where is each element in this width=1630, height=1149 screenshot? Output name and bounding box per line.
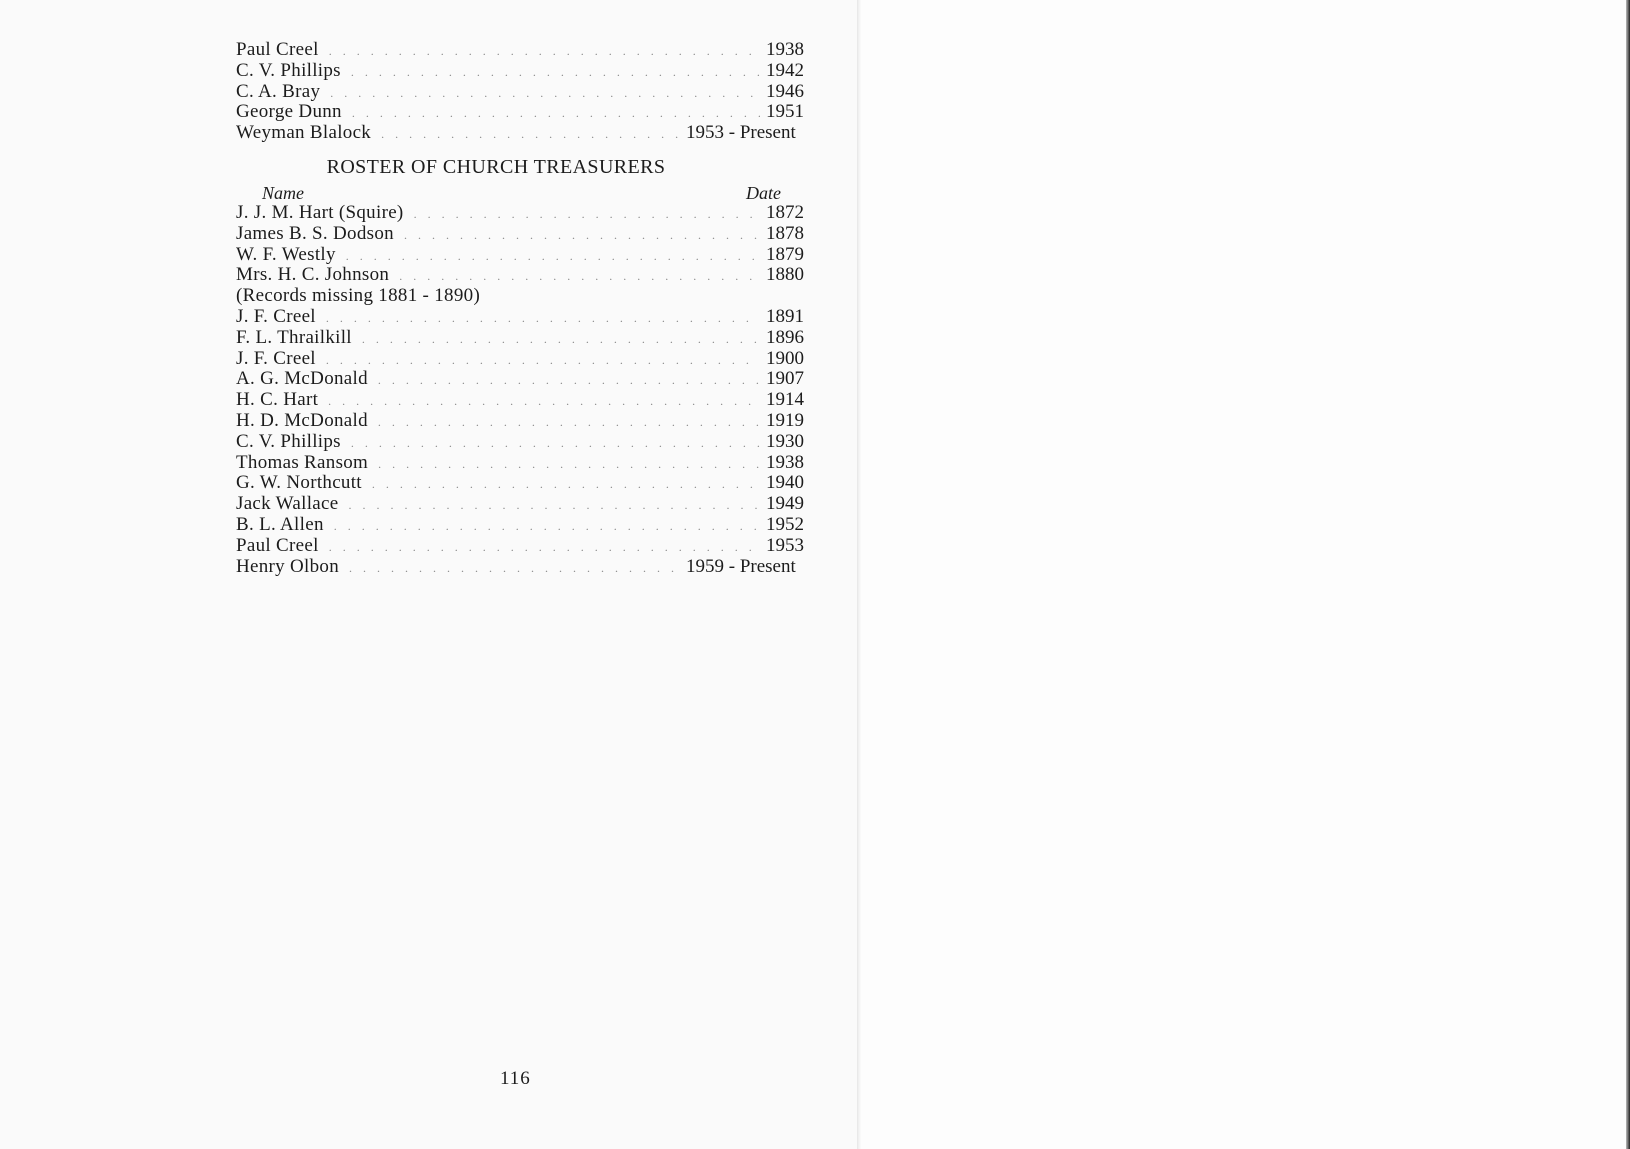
list-item bbox=[236, 390, 816, 411]
entry-name: Jack Wallace bbox=[236, 493, 339, 515]
list-item bbox=[236, 265, 816, 286]
entry-name: A. G. McDonald bbox=[236, 368, 368, 390]
entry-date: 1907 bbox=[766, 368, 804, 390]
entry-name: C. V. Phillips bbox=[236, 430, 341, 452]
entry-date: 1959 - Present bbox=[686, 555, 796, 577]
list-item bbox=[236, 123, 816, 144]
list-item bbox=[236, 411, 816, 432]
dot-leader bbox=[352, 103, 760, 124]
list-item bbox=[236, 224, 816, 245]
name-column-header: Name bbox=[262, 182, 304, 203]
scan-edge-shadow bbox=[1626, 0, 1630, 1149]
entry-date: 1938 bbox=[766, 451, 804, 473]
records-missing-note bbox=[236, 286, 816, 307]
entry-date: 1952 bbox=[766, 513, 804, 535]
entry-name: James B. S. Dodson bbox=[236, 222, 394, 244]
list-item bbox=[236, 494, 816, 515]
dot-leader bbox=[378, 412, 760, 433]
entry-date: 1891 bbox=[766, 305, 804, 327]
dot-leader bbox=[334, 516, 760, 537]
dot-leader bbox=[378, 370, 760, 391]
list-item bbox=[236, 349, 816, 370]
dot-leader bbox=[372, 474, 760, 495]
entry-name: Paul Creel bbox=[236, 39, 319, 60]
page-content bbox=[236, 40, 816, 577]
list-item bbox=[236, 307, 816, 328]
entry-date: 1880 bbox=[766, 264, 804, 286]
entry-date: 1940 bbox=[766, 472, 804, 494]
entry-name: B. L. Allen bbox=[236, 513, 324, 535]
entry-date: 1879 bbox=[766, 243, 804, 265]
dot-leader bbox=[326, 308, 760, 329]
entry-date: 1949 bbox=[766, 493, 804, 515]
list-item bbox=[236, 61, 816, 82]
dot-leader bbox=[404, 225, 760, 246]
entry-name: Mrs. H. C. Johnson bbox=[236, 264, 390, 286]
list-item bbox=[236, 328, 816, 349]
entry-name: Paul Creel bbox=[236, 534, 319, 556]
dot-leader bbox=[326, 350, 760, 371]
list-item bbox=[236, 40, 816, 61]
date-column-header: Date bbox=[746, 182, 781, 203]
list-item bbox=[236, 453, 816, 474]
entry-name: H. C. Hart bbox=[236, 389, 319, 411]
list-item bbox=[236, 245, 816, 266]
dot-leader bbox=[362, 329, 760, 350]
dot-leader bbox=[399, 266, 760, 287]
list-item bbox=[236, 203, 816, 224]
entry-name: J. J. M. Hart (Squire) bbox=[236, 201, 404, 223]
entry-name: W. F. Westly bbox=[236, 243, 336, 265]
right-page-blank bbox=[861, 0, 1630, 1149]
entry-date: 1938 bbox=[766, 39, 804, 60]
dot-leader bbox=[381, 124, 680, 145]
entry-date: 1900 bbox=[766, 347, 804, 369]
entry-date: 1942 bbox=[766, 59, 804, 81]
list-item bbox=[236, 369, 816, 390]
top-roster-list bbox=[236, 40, 816, 144]
entry-date: 1919 bbox=[766, 409, 804, 431]
entry-name: Thomas Ransom bbox=[236, 451, 369, 473]
entry-name: J. F. Creel bbox=[236, 347, 316, 369]
entry-name: Henry Olbon bbox=[236, 555, 340, 577]
page-number: 116 bbox=[500, 1068, 531, 1089]
list-item bbox=[236, 82, 816, 103]
entry-date: 1951 bbox=[766, 101, 804, 123]
entry-date: 1914 bbox=[766, 389, 804, 411]
entry-name: G. W. Northcutt bbox=[236, 472, 362, 494]
entry-date: 1953 - Present bbox=[686, 122, 796, 144]
dot-leader bbox=[351, 62, 760, 83]
entry-date: 1878 bbox=[766, 222, 804, 244]
list-item bbox=[236, 102, 816, 123]
entry-date: 1946 bbox=[766, 80, 804, 102]
entry-name: J. F. Creel bbox=[236, 305, 316, 327]
treasurer-roster-list bbox=[236, 203, 816, 577]
entry-name: Weyman Blalock bbox=[236, 122, 372, 144]
dot-leader bbox=[329, 41, 760, 62]
dot-leader bbox=[349, 558, 680, 579]
entry-date: 1930 bbox=[766, 430, 804, 452]
dot-leader bbox=[329, 537, 760, 558]
list-item bbox=[236, 432, 816, 453]
entry-note: (Records missing 1881 - 1890) bbox=[236, 285, 481, 307]
dot-leader bbox=[351, 433, 760, 454]
entry-date: 1896 bbox=[766, 326, 804, 348]
column-headers bbox=[236, 183, 781, 203]
list-item bbox=[236, 536, 816, 557]
dot-leader bbox=[346, 246, 760, 267]
entry-date: 1953 bbox=[766, 534, 804, 556]
dot-leader bbox=[328, 391, 760, 412]
entry-name: H. D. McDonald bbox=[236, 409, 368, 431]
section-title: ROSTER OF CHURCH TREASURERS bbox=[326, 155, 666, 178]
dot-leader bbox=[330, 83, 760, 104]
dot-leader bbox=[378, 454, 760, 475]
entry-name: F. L. Thrailkill bbox=[236, 326, 352, 348]
entry-name: C. V. Phillips bbox=[236, 59, 341, 81]
entry-name: C. A. Bray bbox=[236, 80, 321, 102]
list-item bbox=[236, 515, 816, 536]
entry-name: George Dunn bbox=[236, 101, 342, 123]
dot-leader bbox=[348, 495, 760, 516]
list-item bbox=[236, 557, 816, 578]
list-item bbox=[236, 473, 816, 494]
entry-date: 1872 bbox=[766, 201, 804, 223]
dot-leader bbox=[414, 204, 760, 225]
